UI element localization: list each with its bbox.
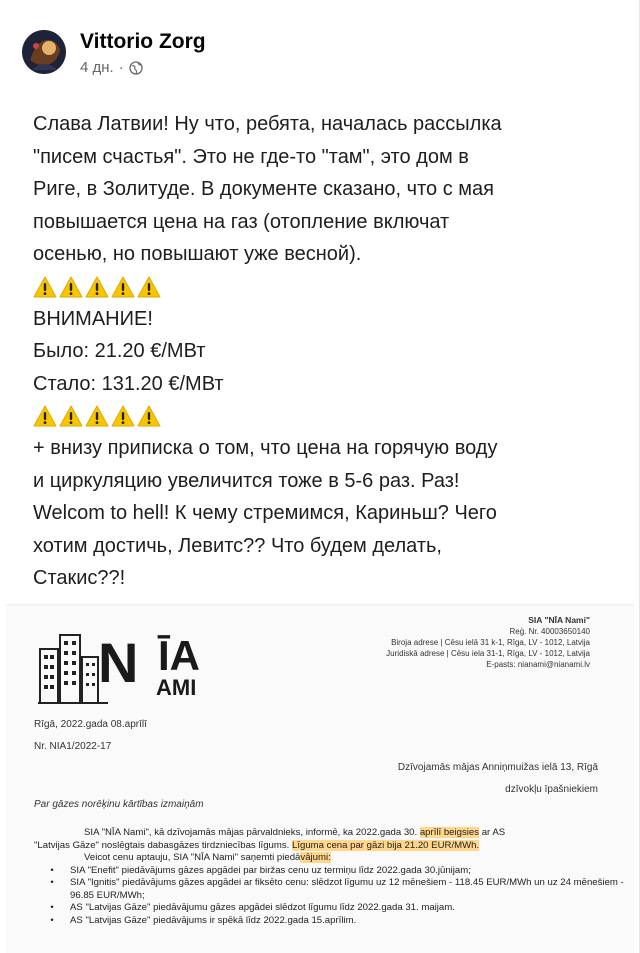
separator-dot: · [118, 59, 124, 76]
offers-list [34, 865, 624, 928]
attached-document-image[interactable] [6, 604, 634, 953]
nia-nami-logo [38, 627, 218, 705]
warning-icon [137, 276, 161, 298]
document-number: Nr. NIA1/2022-17 [34, 741, 112, 752]
company-details [340, 615, 590, 670]
warning-icon [33, 405, 57, 427]
warning-emoji-row [33, 271, 623, 303]
list-item-text: SIA "Ignitis" piedāvājums gāzes apgādei ar fiksēto cenu: slēdzot līgumu uz 12 mēnešiem - 118.45 EUR/MWh un uz 24 mēnešiem - 96.85 EUR/MWh; [70, 877, 624, 901]
list-item-text: SIA "Enefit" piedāvājums gāzes apgādei par biržas cenu uz termiņu līdz 2022.gada 30.jūnijam; [70, 864, 471, 876]
warning-icon [111, 276, 135, 298]
body-text: "Latvijas Gāze" noslēgtais dabasgāzes tirdzniecības līgums. [34, 839, 292, 851]
warning-icon [85, 405, 109, 427]
text-line: Стакис??! [33, 567, 126, 589]
post-text [33, 108, 623, 595]
intro-paragraph [33, 108, 623, 271]
list-item-text: AS "Latvijas Gāze" piedāvājums ir spēkā līdz 2022.gada 15.aprīlim. [70, 914, 357, 926]
recipient-line: dzīvokļu īpašniekiem [505, 784, 598, 795]
company-line: E-pasts: nianami@nianami.lv [486, 660, 590, 669]
body-line [34, 852, 624, 865]
avatar-image [22, 30, 66, 74]
list-item [34, 877, 624, 902]
list-item [34, 915, 624, 928]
list-item-text: AS "Latvijas Gāze" piedāvājumu gāzes apgādei slēdzot līgumu līdz 2022.gada 31. maijam. [70, 902, 455, 913]
body-text: Veicot cenu aptauju, SIA "NĪA Nami" saņemti piedā [84, 852, 301, 863]
text-line: "писем счастья". Это не где-то "там", это дом в [33, 145, 469, 168]
text-line: Слава Латвии! Ну что, ребята, началась рассылка [33, 113, 502, 135]
warning-icon [111, 405, 135, 427]
body-text: ar AS [479, 827, 506, 838]
body-text: SIA "NĪA Nami", kā dzīvojamās mājas pārvaldnieks, informē, ka 2022.gada 30. [84, 827, 420, 838]
author-name[interactable]: Vittorio Zorg [80, 30, 206, 53]
company-line: Biroja adrese | Cēsu ielā 31 k-1, Rīga, LV - 1012, Latvija [391, 638, 590, 647]
post-header [22, 30, 206, 77]
list-item [34, 902, 624, 915]
text-line: хотим достичь, Левитс?? Что будем делать, [33, 534, 442, 557]
body-line [34, 840, 624, 853]
company-line: Reģ. Nr. 40003650140 [509, 627, 590, 636]
new-price-text: Стало: 131.20 €/МВт [33, 372, 224, 395]
attention-text: ВНИМАНИЕ! [33, 307, 153, 330]
logo-letters-ia: ĪA [158, 632, 200, 679]
highlighted-text: vājumi: [300, 852, 331, 863]
warning-icon [59, 276, 83, 298]
text-line: осенью, но повышают уже весной). [33, 243, 362, 265]
document-recipient [398, 757, 598, 801]
recipient-line: Dzīvojamās mājas Anniņmuižas ielā 13, Rīgā [397, 762, 598, 773]
old-price-text: Было: 21.20 €/МВт [33, 340, 206, 362]
post-meta [80, 30, 206, 77]
post-subline [80, 59, 206, 77]
warning-emoji-row [33, 400, 623, 432]
text-line: повышается цена на газ (отопление включат [33, 210, 450, 233]
bullet-mark: • [50, 902, 54, 913]
document-subject: Par gāzes norēķinu kārtības izmaiņām [34, 799, 204, 810]
logo-letters-ami: AMI [156, 675, 197, 700]
highlighted-text: aprīlī beigsies [419, 827, 480, 838]
text-line: Welcom to hell! К чему стремимся, Кариньш? Чего [33, 502, 497, 524]
bullet-mark: • [50, 914, 54, 926]
globe-icon[interactable] [129, 61, 143, 75]
company-name: SIA "NĪA Nami" [528, 615, 590, 625]
list-item [34, 865, 624, 878]
author-avatar[interactable] [22, 30, 66, 74]
company-line: Juridiskā adrese | Cēsu iela 31-1, Rīga, LV - 1012, Latvija [386, 649, 590, 658]
logo-letter-n: N [98, 631, 138, 694]
body-line [34, 827, 624, 840]
warning-icon [33, 276, 57, 298]
document-body [34, 827, 624, 927]
highlighted-price: Līguma cena par gāzi bija 21.20 EUR/MWh. [291, 839, 480, 851]
text-line: Риге, в Золитуде. В документе сказано, что с мая [33, 178, 494, 200]
text-line: + внизу приписка о том, что цена на горячую воду [33, 437, 498, 459]
outro-paragraph [33, 432, 623, 595]
bullet-mark: • [50, 864, 54, 876]
warning-icon [59, 405, 83, 427]
post-time[interactable]: 4 дн. [80, 59, 114, 76]
warning-icon [137, 405, 161, 427]
warning-icon [85, 276, 109, 298]
bullet-mark: • [50, 877, 54, 888]
document-date: Rīgā, 2022.gada 08.aprīlī [34, 719, 147, 730]
text-line: и циркуляцию увеличится тоже в 5-6 раз. Раз! [33, 469, 460, 492]
